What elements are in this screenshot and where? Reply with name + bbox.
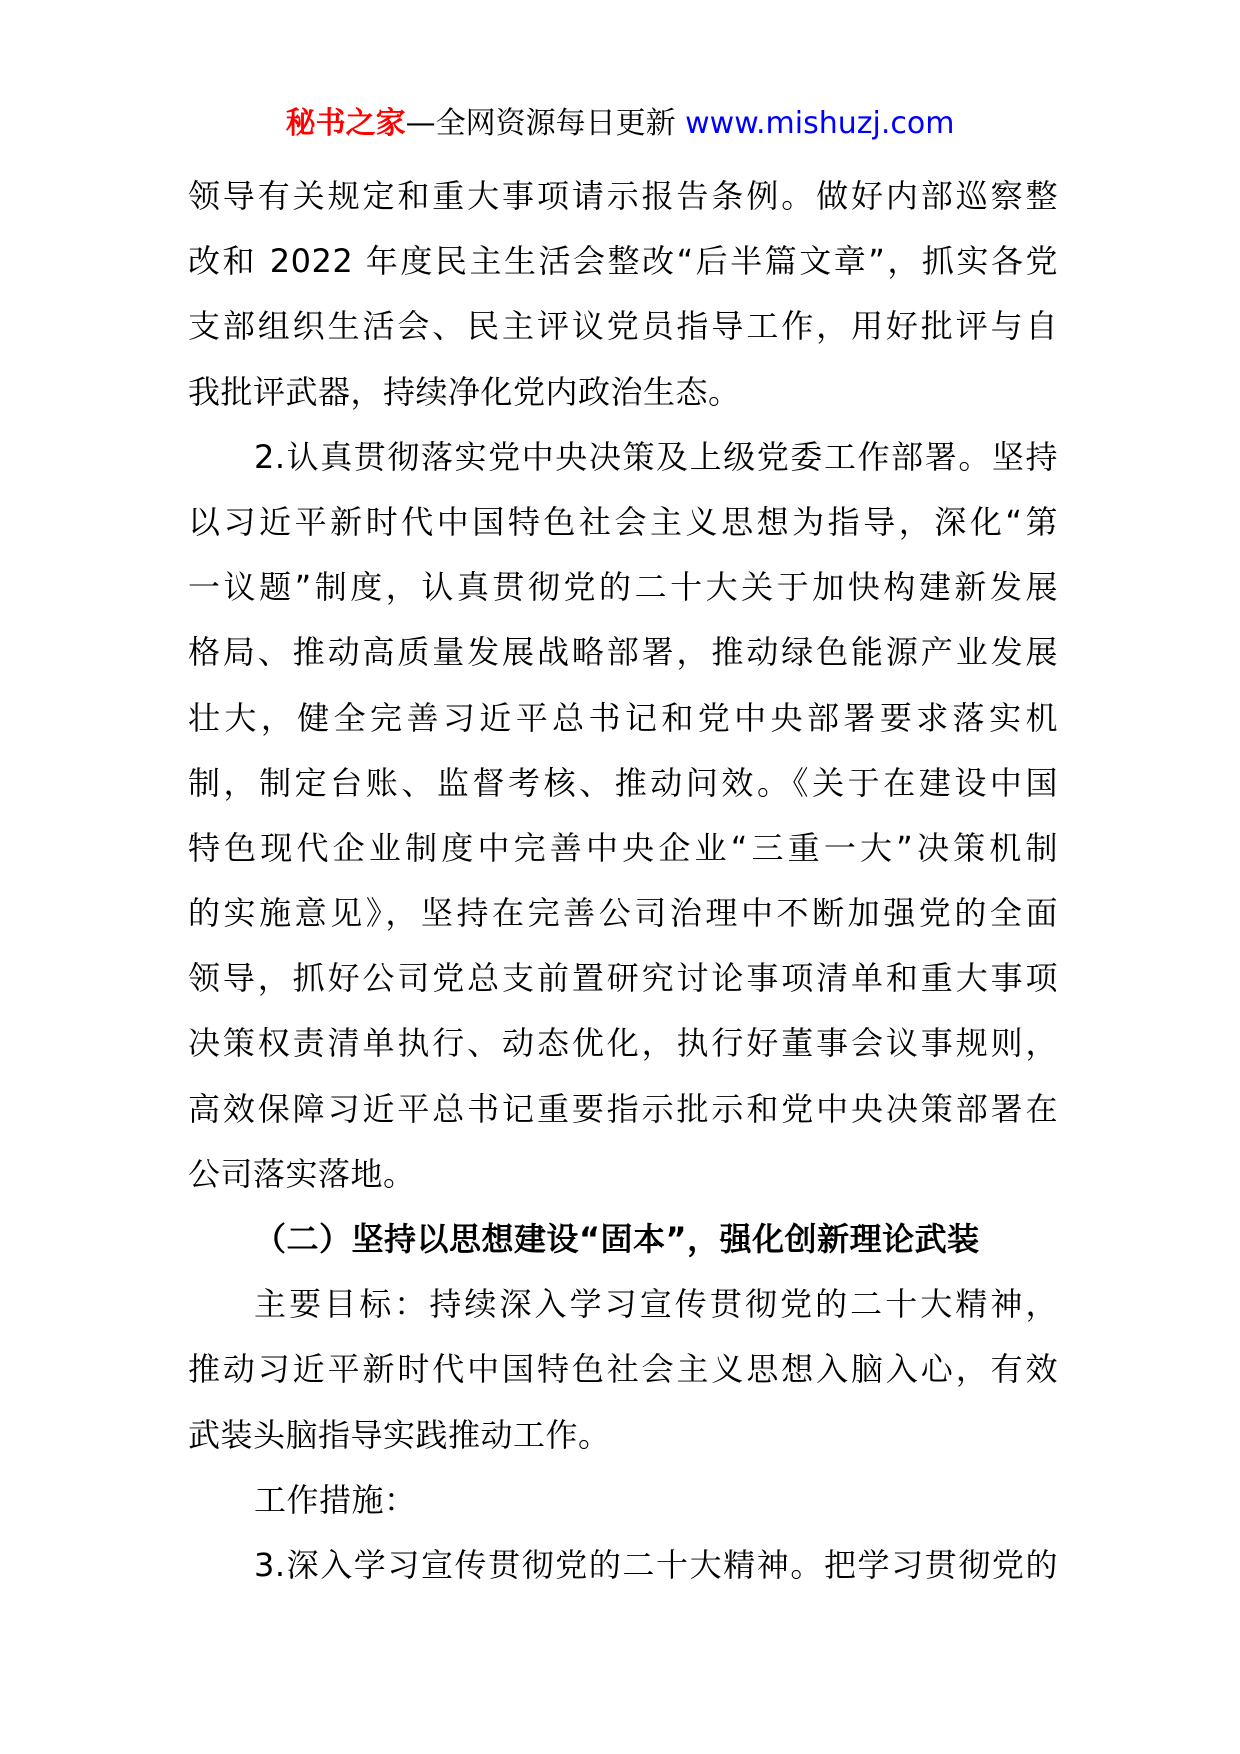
text-line: 改和 2022 年度民主生活会整改“后半篇文章”，抓实各党 xyxy=(188,242,1058,281)
text-line: 决策权责清单执行、动态优化，执行好董事会议事规则， xyxy=(188,1024,1058,1063)
text-line: 制，制定台账、监督考核、推动问效。《关于在建设中国 xyxy=(188,763,1058,802)
text-line: 推动习近平新时代中国特色社会主义思想入脑入心，有效 xyxy=(188,1350,1058,1389)
document-body xyxy=(188,164,1058,1598)
text-line: 格局、推动高质量发展战略部署，推动绿色能源产业发展 xyxy=(188,633,1058,672)
text-line: 支部组织生活会、民主评议党员指导工作，用好批评与自 xyxy=(188,307,1058,346)
text-line: 武装头脑指导实践推动工作。 xyxy=(188,1415,611,1454)
text-line: 壮大，健全完善习近平总书记和党中央部署要求落实机 xyxy=(188,698,1058,737)
text-line: 领导，抓好公司党总支前置研究讨论事项清单和重大事项 xyxy=(188,959,1058,998)
brand-name: 秘书之家 xyxy=(285,106,406,141)
text-line: 的实施意见》，坚持在完善公司治理中不断加强党的全面 xyxy=(188,894,1058,933)
text-line: 特色现代企业制度中完善中央企业“三重一大”决策机制 xyxy=(188,828,1058,867)
site-url-link[interactable]: www.mishuzj.com xyxy=(685,106,955,141)
text-line: 主要目标：持续深入学习宣传贯彻党的二十大精神， xyxy=(254,1285,1058,1324)
header-tagline: —全网资源每日更新 xyxy=(405,106,686,141)
text-line: 领导有关规定和重大事项请示报告条例。做好内部巡察整 xyxy=(188,177,1058,215)
text-line: 2.认真贯彻落实党中央决策及上级党委工作部署。坚持 xyxy=(254,437,1058,476)
section-heading: （二）坚持以思想建设“固本”，强化创新理论武装 xyxy=(254,1220,980,1258)
text-line: 高效保障习近平总书记重要指示批示和党中央决策部署在 xyxy=(188,1089,1058,1128)
text-line: 公司落实落地。 xyxy=(188,1154,416,1193)
text-line: 以习近平新时代中国特色社会主义思想为指导，深化“第 xyxy=(188,502,1058,541)
text-line: 一议题”制度，认真贯彻党的二十大关于加快构建新发展 xyxy=(188,568,1058,607)
text-line: 工作措施： xyxy=(254,1480,417,1519)
site-header xyxy=(0,104,1240,144)
text-line: 我批评武器，持续净化党内政治生态。 xyxy=(188,372,741,411)
text-line: 3.深入学习宣传贯彻党的二十大精神。把学习贯彻党的 xyxy=(254,1545,1058,1584)
